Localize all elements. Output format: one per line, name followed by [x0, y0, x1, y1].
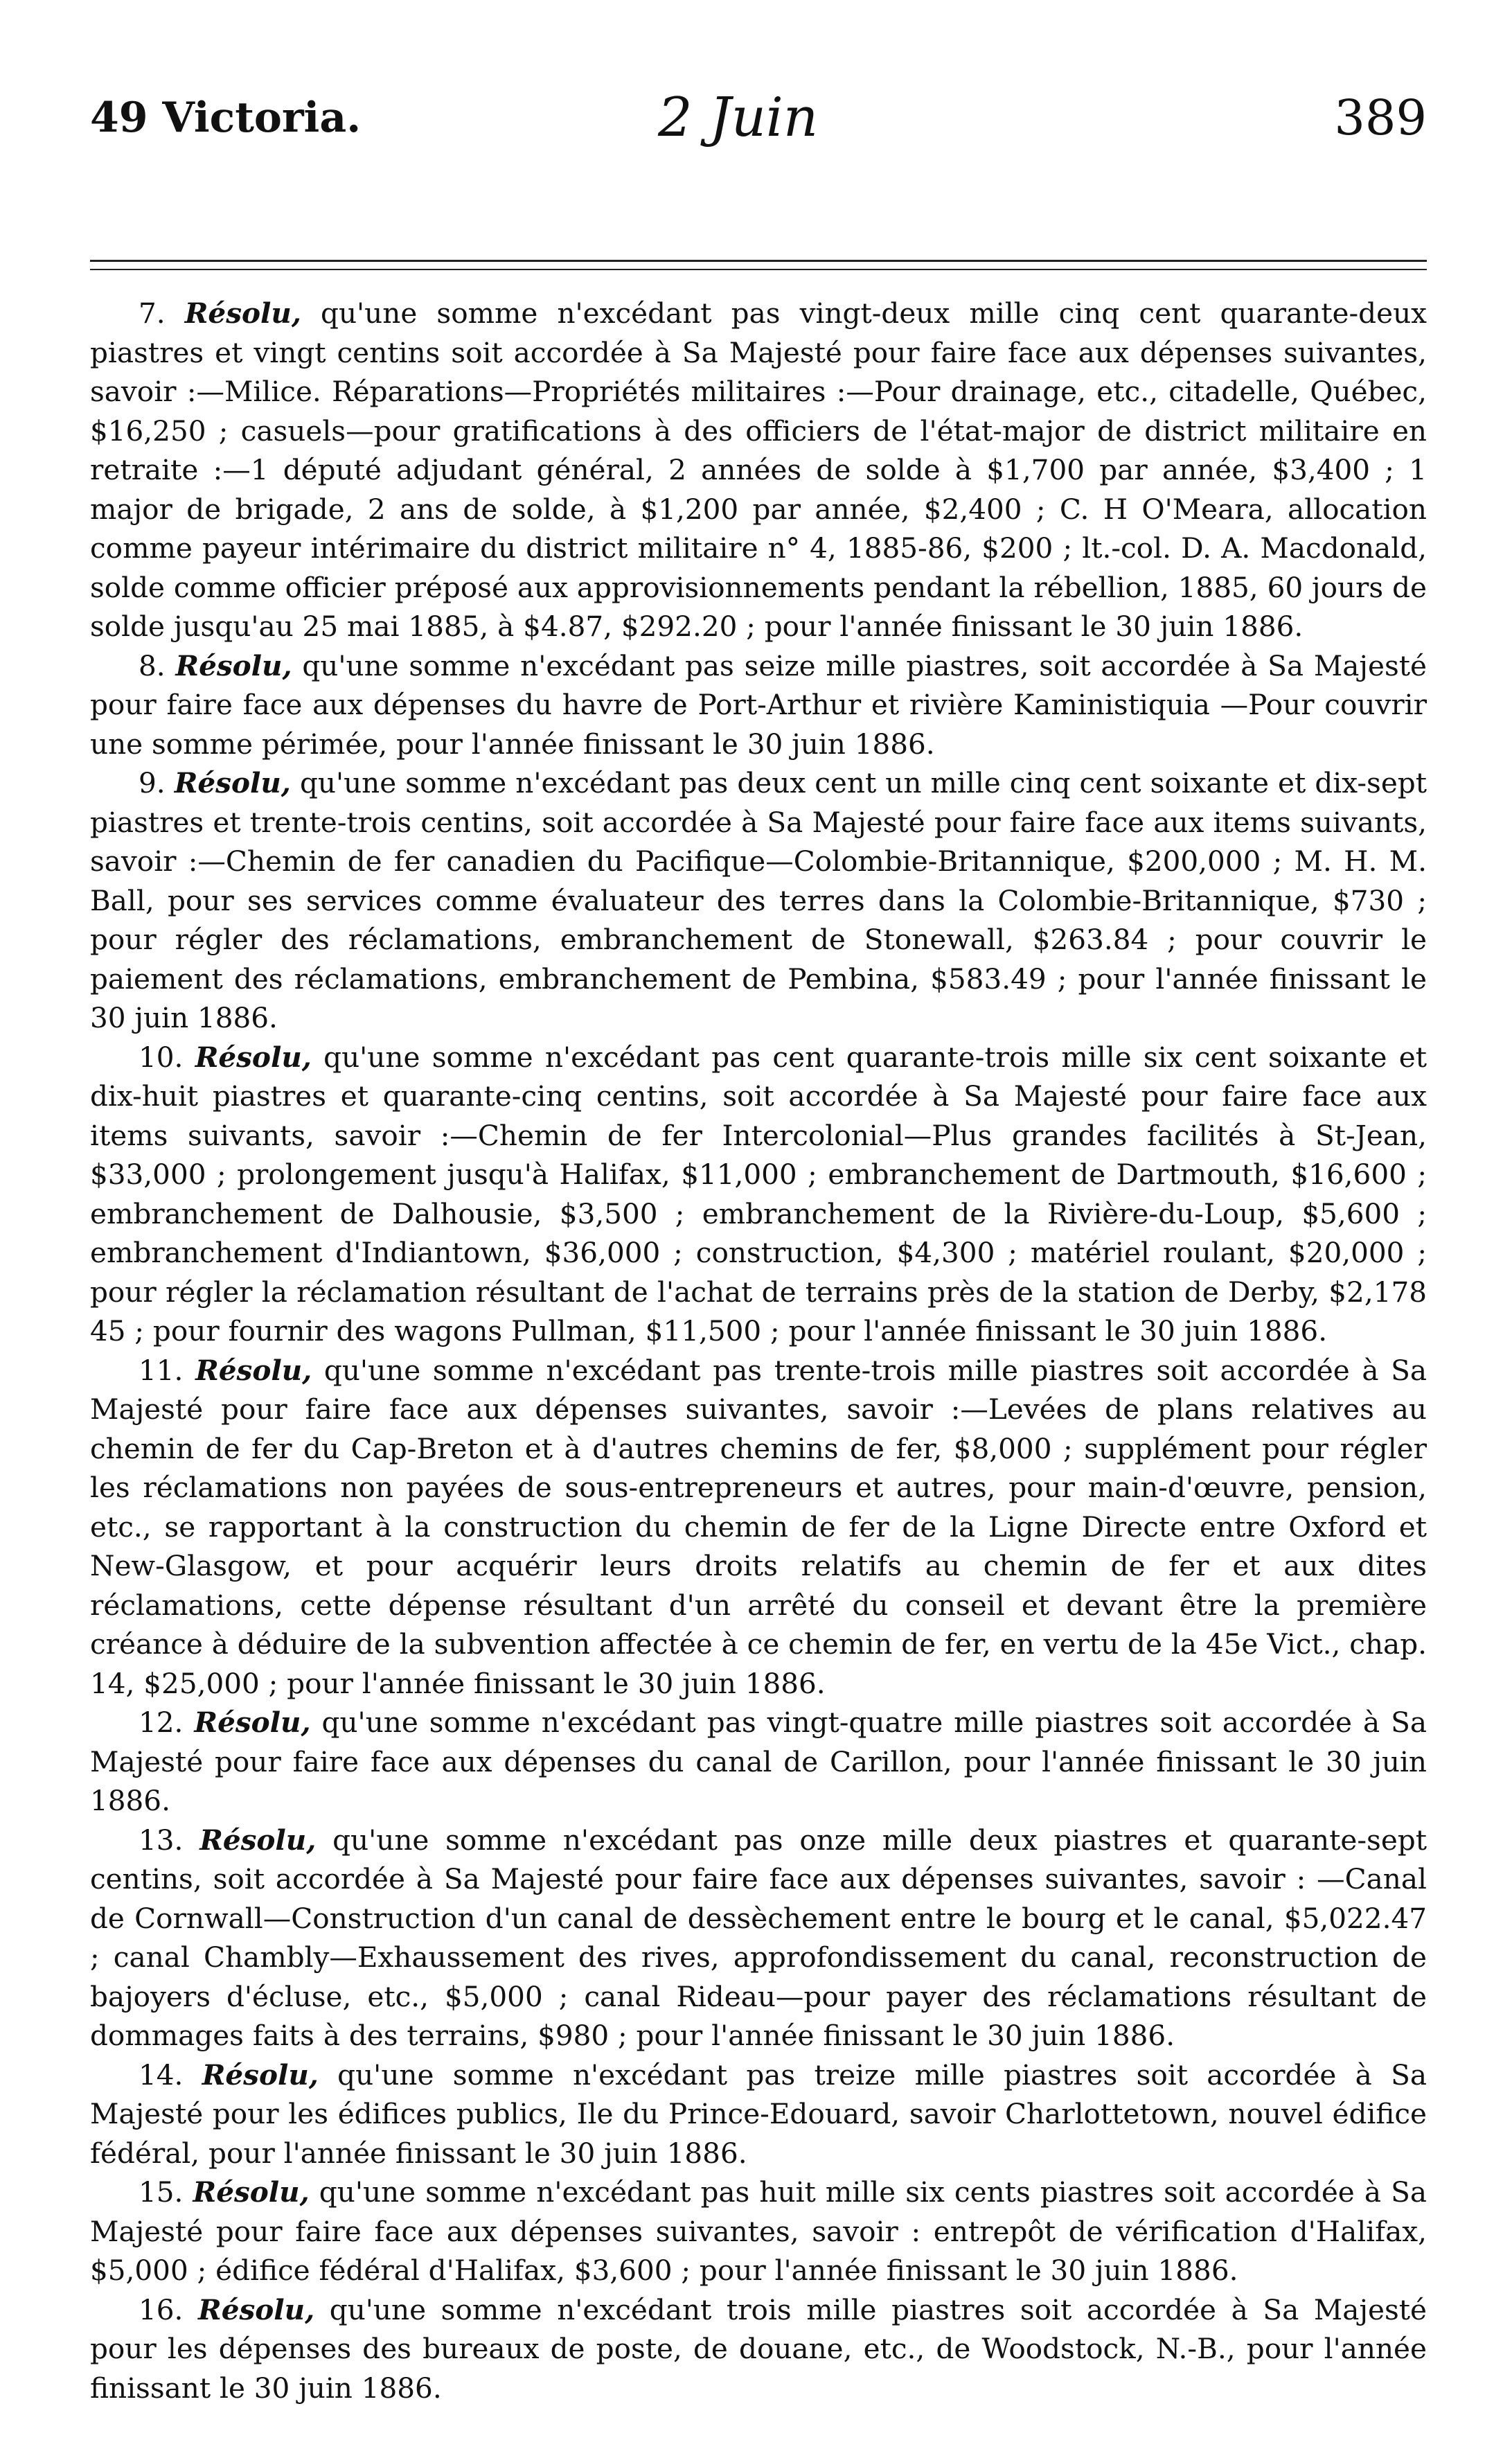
resolution-paragraph	[90, 1038, 1427, 1351]
resolution-text: qu'une somme n'excédant pas huit mille six cents piastres soit accordée à Sa Majesté pour faire face aux dépenses suivantes, savoir : entrepôt de vérification d'Halifax, $5,000 ; édifice fédéral d'Halifax, $3,600 ; pour l'année finissant le 30 juin 1886.	[90, 2175, 1427, 2287]
resolution-text: qu'une somme n'excédant pas trente-trois mille piastres soit accordée à Sa Majesté pour faire face aux dépenses suivantes, savoir :—Levées de plans relatives au chemin de fer du Cap-Breton et à d'autres chemins de fer, $8,000 ; supplément pour régler les réclamations non payées de sous-entrepreneurs et autres, pour main-d'œuvre, pension, etc., se rapportant à la construction du chemin de fer de la Ligne Directe entre Oxford et New-Glasgow, et pour acquérir leurs droits relatifs au chemin de fer et aux dites réclamations, cette dépense résultant d'un arrêté du conseil et devant être la première créance à déduire de la subvention affectée à ce chemin de fer, en vertu de la 45e Vict., chap. 14, $25,000 ; pour l'année finissant le 30 juin 1886.	[90, 1353, 1427, 1700]
resolution-number: 8.	[139, 648, 166, 682]
resolution-paragraph	[90, 1351, 1427, 1704]
page	[90, 80, 1427, 2407]
resolution-paragraph	[90, 1703, 1427, 1821]
resolu-label: Résolu,	[195, 1353, 312, 1387]
resolu-label: Résolu,	[174, 766, 291, 799]
resolution-number: 14.	[139, 2058, 184, 2092]
resolu-label: Résolu,	[199, 1823, 317, 1857]
header-rule	[90, 260, 1427, 262]
resolution-number: 15.	[139, 2175, 184, 2209]
resolution-number: 11.	[139, 1353, 184, 1387]
resolu-label: Résolu,	[193, 2175, 310, 2209]
resolution-number: 7.	[139, 297, 166, 330]
resolu-label: Résolu,	[194, 1706, 311, 1739]
resolution-text: qu'une somme n'excédant trois mille piastres soit accordée à Sa Majesté pour les dépenses des bureaux de poste, de douane, etc., de Woodstock, N.-B., pour l'année finissant le 30 juin 1886.	[90, 2292, 1427, 2405]
resolution-paragraph	[90, 294, 1427, 646]
resolution-paragraph	[90, 1821, 1427, 2056]
resolu-label: Résolu,	[184, 297, 301, 330]
resolution-number: 16.	[139, 2292, 184, 2326]
resolu-label: Résolu,	[198, 2292, 315, 2326]
resolution-number: 13.	[139, 1823, 184, 1857]
resolution-paragraph	[90, 763, 1427, 1038]
resolution-text: qu'une somme n'excédant pas vingt-deux mille cinq cent quarante-deux piastres et vingt centins soit accordée à Sa Majesté pour faire face aux dépenses suivantes, savoir :—Milice. Réparations—Propriétés militaires :—Pour drainage, etc., citadelle, Québec, $16,250 ; casuels—pour gratifications à des officiers de l'état-major de district militaire en retraite :—1 député adjudant général, 2 années de solde à $1,700 par année, $3,400 ; 1 major de brigade, 2 ans de solde, à $1,200 par année, $2,400 ; C. H O'Meara, allocation comme payeur intérimaire du district militaire n° 4, 1885-86, $200 ; lt.-col. D. A. Macdonald, solde comme officier préposé aux approvisionnements pendant la rébellion, 1885, 60 jours de solde jusqu'au 25 mai 1885, à $4.87, $292.20 ; pour l'année finissant le 30 juin 1886.	[90, 297, 1427, 643]
resolution-paragraph	[90, 2290, 1427, 2408]
date-label: 2 Juin	[658, 87, 819, 149]
resolution-number: 10.	[139, 1040, 184, 1074]
resolution-text: qu'une somme n'excédant pas deux cent un mille cinq cent soixante et dix-sept piastres et trente-trois centins, soit accordée à Sa Majesté pour faire face aux items suivants, savoir :—Chemin de fer canadien du Pacifique—Colombie-Britannique, $200,000 ; M. H. M. Ball, pour ses services comme évaluateur des terres dans la Colombie-Britannique, $730 ; pour régler des réclamations, embranchement de Stonewall, $263.84 ; pour couvrir le paiement des réclamations, embranchement de Pembina, $583.49 ; pour l'année finissant le 30 juin 1886.	[90, 766, 1427, 1034]
resolu-label: Résolu,	[175, 648, 292, 682]
resolution-text: qu'une somme n'excédant pas seize mille piastres, soit accordée à Sa Majesté pour faire face aux dépenses du havre de Port-Arthur et rivière Kaministiquia —Pour couvrir une somme périmée, pour l'année finissant le 30 juin 1886.	[90, 648, 1427, 761]
resolution-text: qu'une somme n'excédant pas treize mille piastres soit accordée à Sa Majesté pour les édifices publics, Ile du Prince-Edouard, savoir Charlottetown, nouvel édifice fédéral, pour l'année finissant le 30 juin 1886.	[90, 2058, 1427, 2170]
resolu-label: Résolu,	[202, 2058, 319, 2092]
resolution-paragraph	[90, 646, 1427, 764]
page-number: 389	[1334, 89, 1427, 146]
running-header	[90, 80, 1427, 156]
resolutions-text	[90, 294, 1427, 2407]
resolution-number: 9.	[139, 766, 166, 799]
resolution-paragraph	[90, 2173, 1427, 2290]
resolution-text: qu'une somme n'excédant pas onze mille deux piastres et quarante-sept centins, soit accordée à Sa Majesté pour faire face aux dépenses suivantes, savoir : —Canal de Cornwall—Construction d'un canal de dessèchement entre le bourg et le canal, $5,022.47 ; canal Chambly—Exhaussement des rives, approfondissement du canal, reconstruction de bajoyers d'écluse, etc., $5,000 ; canal Rideau—pour payer des réclamations résultant de dommages faits à des terrains, $980 ; pour l'année finissant le 30 juin 1886.	[90, 1823, 1427, 2052]
resolution-paragraph	[90, 2056, 1427, 2173]
session-label: 49 Victoria.	[90, 94, 362, 142]
resolution-number: 12.	[139, 1706, 184, 1739]
resolution-text: qu'une somme n'excédant pas cent quarante-trois mille six cent soixante et dix-huit piastres et quarante-cinq centins, soit accordée à Sa Majesté pour faire face aux items suivants, savoir :—Chemin de fer Intercolonial—Plus grandes facilités à St-Jean, $33,000 ; prolongement jusqu'à Halifax, $11,000 ; embranchement de Dartmouth, $16,600 ; embranchement de Dalhousie, $3,500 ; embranchement de la Rivière-du-Loup, $5,600 ; embranchement d'Indiantown, $36,000 ; construction, $4,300 ; matériel roulant, $20,000 ; pour régler la réclamation résultant de l'achat de terrains près de la station de Derby, $2,178 45 ; pour fournir des wagons Pullman, $11,500 ; pour l'année finissant le 30 juin 1886.	[90, 1040, 1427, 1347]
header-rule-secondary	[90, 269, 1427, 270]
resolution-text: qu'une somme n'excédant pas vingt-quatre mille piastres soit accordée à Sa Majesté pour faire face aux dépenses du canal de Carillon, pour l'année finissant le 30 juin 1886.	[90, 1706, 1427, 1817]
resolu-label: Résolu,	[195, 1040, 312, 1074]
